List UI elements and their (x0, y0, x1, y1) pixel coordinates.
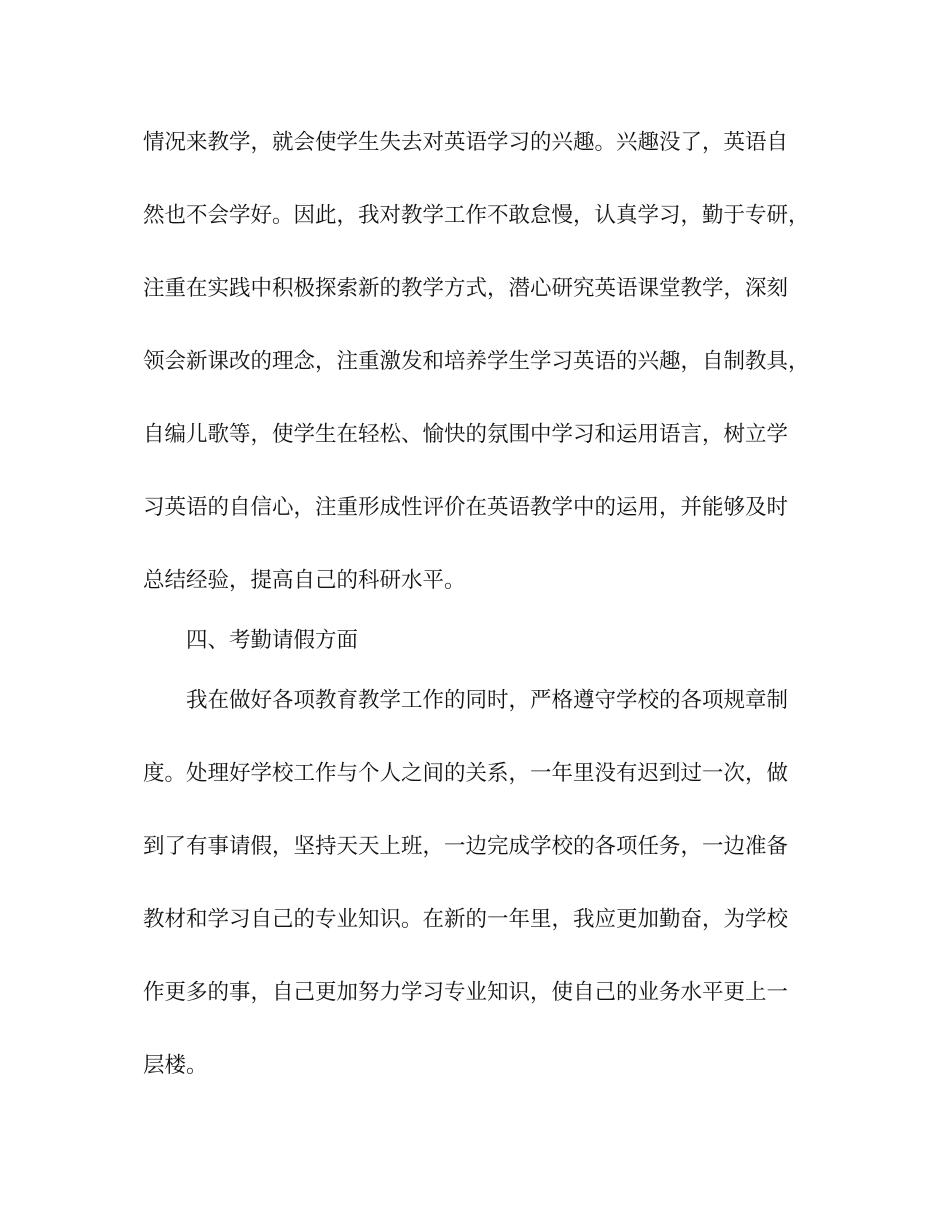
paragraph-line: 层楼。 (143, 1053, 208, 1078)
paragraph-line: 领会新课改的理念，注重激发和培养学生学习英语的兴趣，自制教具， (143, 349, 810, 374)
paragraph-line: 教材和学习自己的专业知识。在新的一年里，我应更加勤奋，为学校 (143, 907, 789, 932)
paragraph-line: 作更多的事，自己更加努力学习专业知识，使自己的业务水平更上一 (143, 980, 789, 1005)
paragraph-line: 到了有事请假，坚持天天上班，一边完成学校的各项任务，一边准备 (143, 834, 789, 859)
paragraph-line: 自编儿歌等，使学生在轻松、愉快的氛围中学习和运用语言，树立学 (143, 422, 789, 447)
paragraph-line: 习英语的自信心，注重形成性评价在英语教学中的运用，并能够及时 (143, 495, 789, 520)
paragraph-line: 注重在实践中积极探索新的教学方式，潜心研究英语课堂教学，深刻 (143, 276, 789, 301)
paragraph-line: 度。处理好学校工作与个人之间的关系，一年里没有迟到过一次，做 (143, 761, 789, 786)
paragraph-line: 总结经验，提高自己的科研水平。 (143, 568, 466, 593)
section-heading: 四、考勤请假方面 (186, 628, 359, 653)
paragraph-line: 我在做好各项教育教学工作的同时，严格遵守学校的各项规章制 (186, 688, 789, 713)
paragraph-line: 情况来教学，就会使学生失去对英语学习的兴趣。兴趣没了，英语自 (143, 130, 789, 155)
paragraph-line: 然也不会学好。因此，我对教学工作不敢怠慢，认真学习，勤于专研， (143, 203, 810, 228)
